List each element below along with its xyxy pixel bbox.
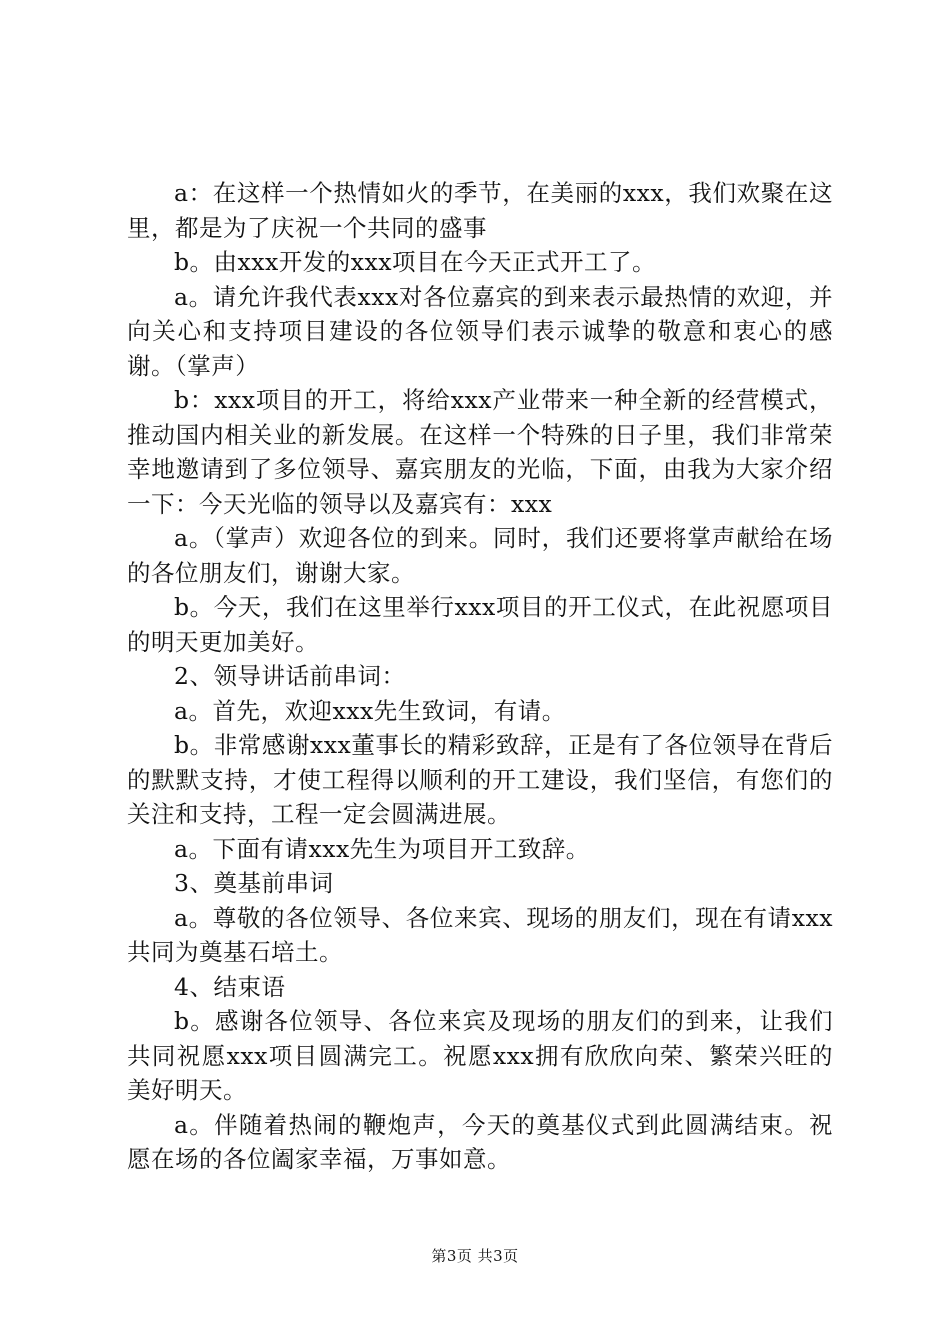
document-body [127,176,833,1177]
paragraph: a。伴随着热闹的鞭炮声，今天的奠基仪式到此圆满结束。祝愿在场的各位阖家幸福，万事如意。 [127,1110,833,1173]
section-heading: 4、结束语 [174,972,286,1001]
paragraph: a。请允许我代表xxx对各位嘉宾的到来表示最热情的欢迎，并向关心和支持项目建设的各位领导们表示诚挚的敬意和衷心的感谢。（掌声） [127,282,833,380]
paragraph: a：在这样一个热情如火的季节，在美丽的xxx，我们欢聚在这里，都是为了庆祝一个共同的盛事 [127,179,833,242]
page-number-footer: 第3页 共3页 [431,1247,519,1265]
paragraph: b。由xxx开发的xxx项目在今天正式开工了。 [174,248,657,276]
paragraph: a。尊敬的各位领导、各位来宾、现场的朋友们，现在有请xxx共同为奠基石培土。 [127,903,833,966]
section-heading: 3、奠基前串词 [174,869,334,897]
paragraph: b。今天，我们在这里举行xxx项目的开工仪式，在此祝愿项目的明天更加美好。 [127,593,833,656]
section-heading: 2、领导讲话前串词： [174,662,406,690]
paragraph: b。非常感谢xxx董事长的精彩致辞，正是有了各位领导在背后的默默支持，才使工程得以顺利的开工建设，我们坚信，有您们的关注和支持，工程一定会圆满进展。 [127,731,833,828]
paragraph: a。（掌声）欢迎各位的到来。同时，我们还要将掌声献给在场的各位朋友们，谢谢大家。 [127,524,833,587]
paragraph: b。感谢各位领导、各位来宾及现场的朋友们的到来，让我们共同祝愿xxx项目圆满完工。祝愿xxx拥有欣欣向荣、繁荣兴旺的美好明天。 [127,1007,833,1104]
paragraph: a。首先，欢迎xxx先生致词，有请。 [174,696,566,725]
paragraph: b：xxx项目的开工，将给xxx产业带来一种全新的经营模式，推动国内相关业的新发展。在这样一个特殊的日子里，我们非常荣幸地邀请到了多位领导、嘉宾朋友的光临，下面，由我为大家介绍一下：今天光临的领导以及嘉宾有：xxx [127,386,833,518]
paragraph: a。下面有请xxx先生为项目开工致辞。 [174,834,590,863]
